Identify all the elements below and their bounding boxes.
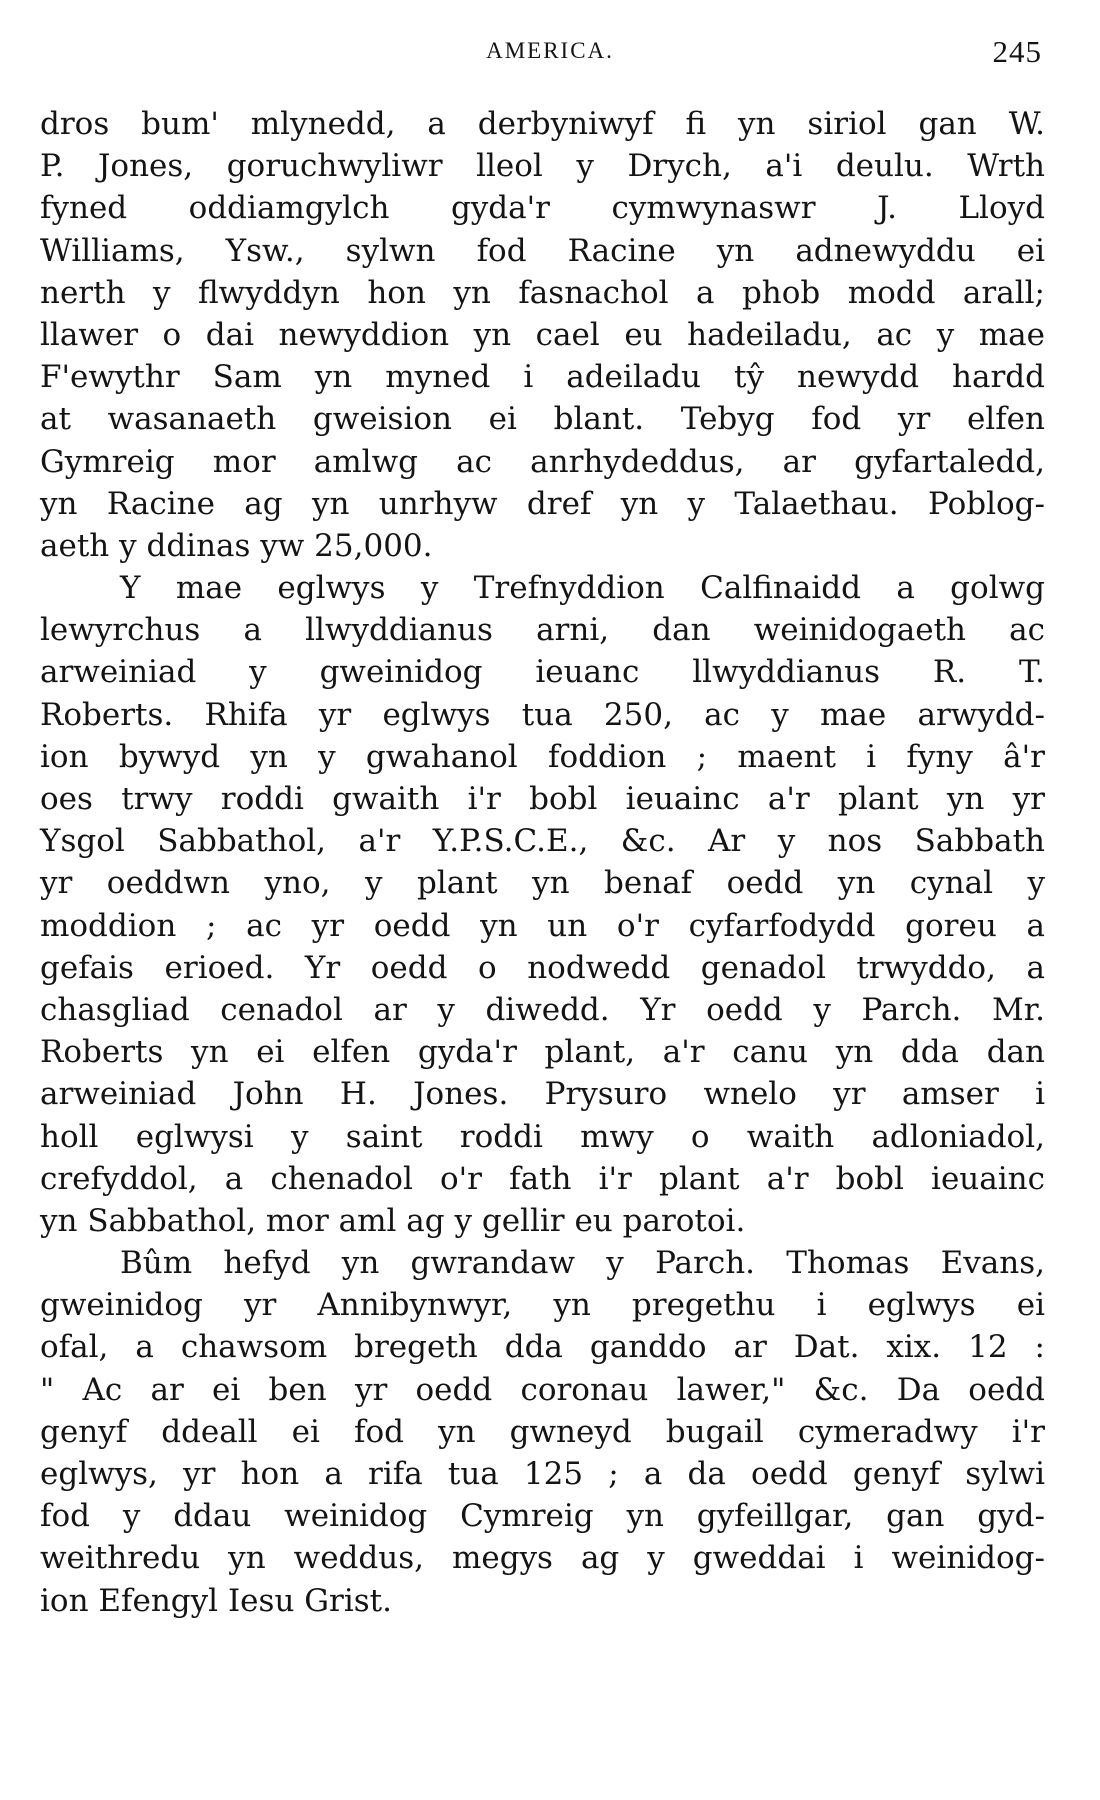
text-line: ofal, a chawsom bregeth dda ganddo ar Dat. xix. 12 : [40,1329,1045,1366]
paragraph [40,567,1045,1242]
text-line: arweiniad y gweinidog ieuanc llwyddianus R. T. [40,654,1045,691]
text-line: " Ac ar ei ben yr oedd coronau lawer," &c. Da oedd [40,1371,1045,1408]
text-line: arweiniad John H. Jones. Prysuro wnelo yr amser i [40,1076,1045,1113]
text-line: Ysgol Sabbathol, a'r Y.P.S.C.E., &c. Ar y nos Sabbath [40,823,1045,860]
text-line: P. Jones, goruchwyliwr lleol y Drych, a'i deulu. Wrth [40,148,1045,185]
text-line: Williams, Ysw., sylwn fod Racine yn adnewyddu ei [40,232,1045,269]
text-line: crefyddol, a chenadol o'r fath i'r plant a'r bobl ieuainc [40,1160,1045,1197]
text-line: eglwys, yr hon a rifa tua 125 ; a da oedd genyf sylwi [40,1456,1045,1492]
text-line: lewyrchus a llwyddianus arni, dan weinidogaeth ac [40,612,1045,649]
text-line: llawer o dai newyddion yn cael eu hadeiladu, ac y mae [40,316,1045,353]
text-line: Bûm hefyd yn gwrandaw y Parch. Thomas Evans, [120,1245,1045,1282]
text-line: yr oeddwn yno, y plant yn benaf oedd yn cynal y [40,865,1045,902]
text-line: fod y ddau weinidog Cymreig yn gyfeillgar, gan gyd- [40,1498,1045,1535]
text-line: Roberts yn ei elfen gyda'r plant, a'r canu yn dda dan [40,1034,1045,1071]
text-line: at wasanaeth gweision ei blant. Tebyg fod yr elfen [40,401,1045,438]
text-line: yn Racine ag yn unrhyw dref yn y Talaethau. Poblog- [40,485,1045,522]
paragraph [40,103,1045,567]
text-line: oes trwy roddi gwaith i'r bobl ieuainc a'r plant yn yr [40,781,1045,817]
text-line: nerth y flwyddyn hon yn fasnachol a phob modd arall; [40,274,1045,311]
text-line: holl eglwysi y saint roddi mwy o waith adloniadol, [40,1118,1045,1155]
text-line: fyned oddiamgylch gyda'r cymwynaswr J. Lloyd [40,190,1045,227]
text-line: chasgliad cenadol ar y diwedd. Yr oedd y Parch. Mr. [40,991,1045,1028]
text-line: moddion ; ac yr oedd yn un o'r cyfarfodydd goreu a [40,907,1045,944]
text-line: weithredu yn weddus, megys ag y gweddai i weinidog- [40,1540,1045,1577]
body-text [40,103,1045,1622]
text-line: ion Efengyl Iesu Grist. [40,1582,392,1619]
text-line: Gymreig mor amlwg ac anrhydeddus, ar gyfartaledd, [40,443,1045,480]
text-line: F'ewythr Sam yn myned i adeiladu tŷ newydd hardd [40,359,1045,396]
page-number: 245 [992,34,1042,69]
text-line: ion bywyd yn y gwahanol foddion ; maent i fyny â'r [40,738,1045,775]
text-line: dros bum' mlynedd, a derbyniwyf fi yn siriol gan W. [40,106,1045,142]
text-line: aeth y ddinas yw 25,000. [40,527,433,564]
running-title: AMERICA. [486,38,614,63]
text-line: genyf ddeall ei fod yn gwneyd bugail cymeradwy i'r [40,1413,1045,1450]
text-line: Y mae eglwys y Trefnyddion Calfinaidd a golwg [120,570,1045,607]
running-head [0,34,1100,74]
text-line: Roberts. Rhifa yr eglwys tua 250, ac y mae arwydd- [40,696,1045,733]
text-line: gweinidog yr Annibynwyr, yn pregethu i eglwys ei [40,1287,1045,1324]
paragraph [40,1242,1045,1622]
text-line: yn Sabbathol, mor aml ag y gellir eu parotoi. [40,1202,746,1239]
text-line: gefais erioed. Yr oedd o nodwedd genadol trwyddo, a [40,949,1045,986]
